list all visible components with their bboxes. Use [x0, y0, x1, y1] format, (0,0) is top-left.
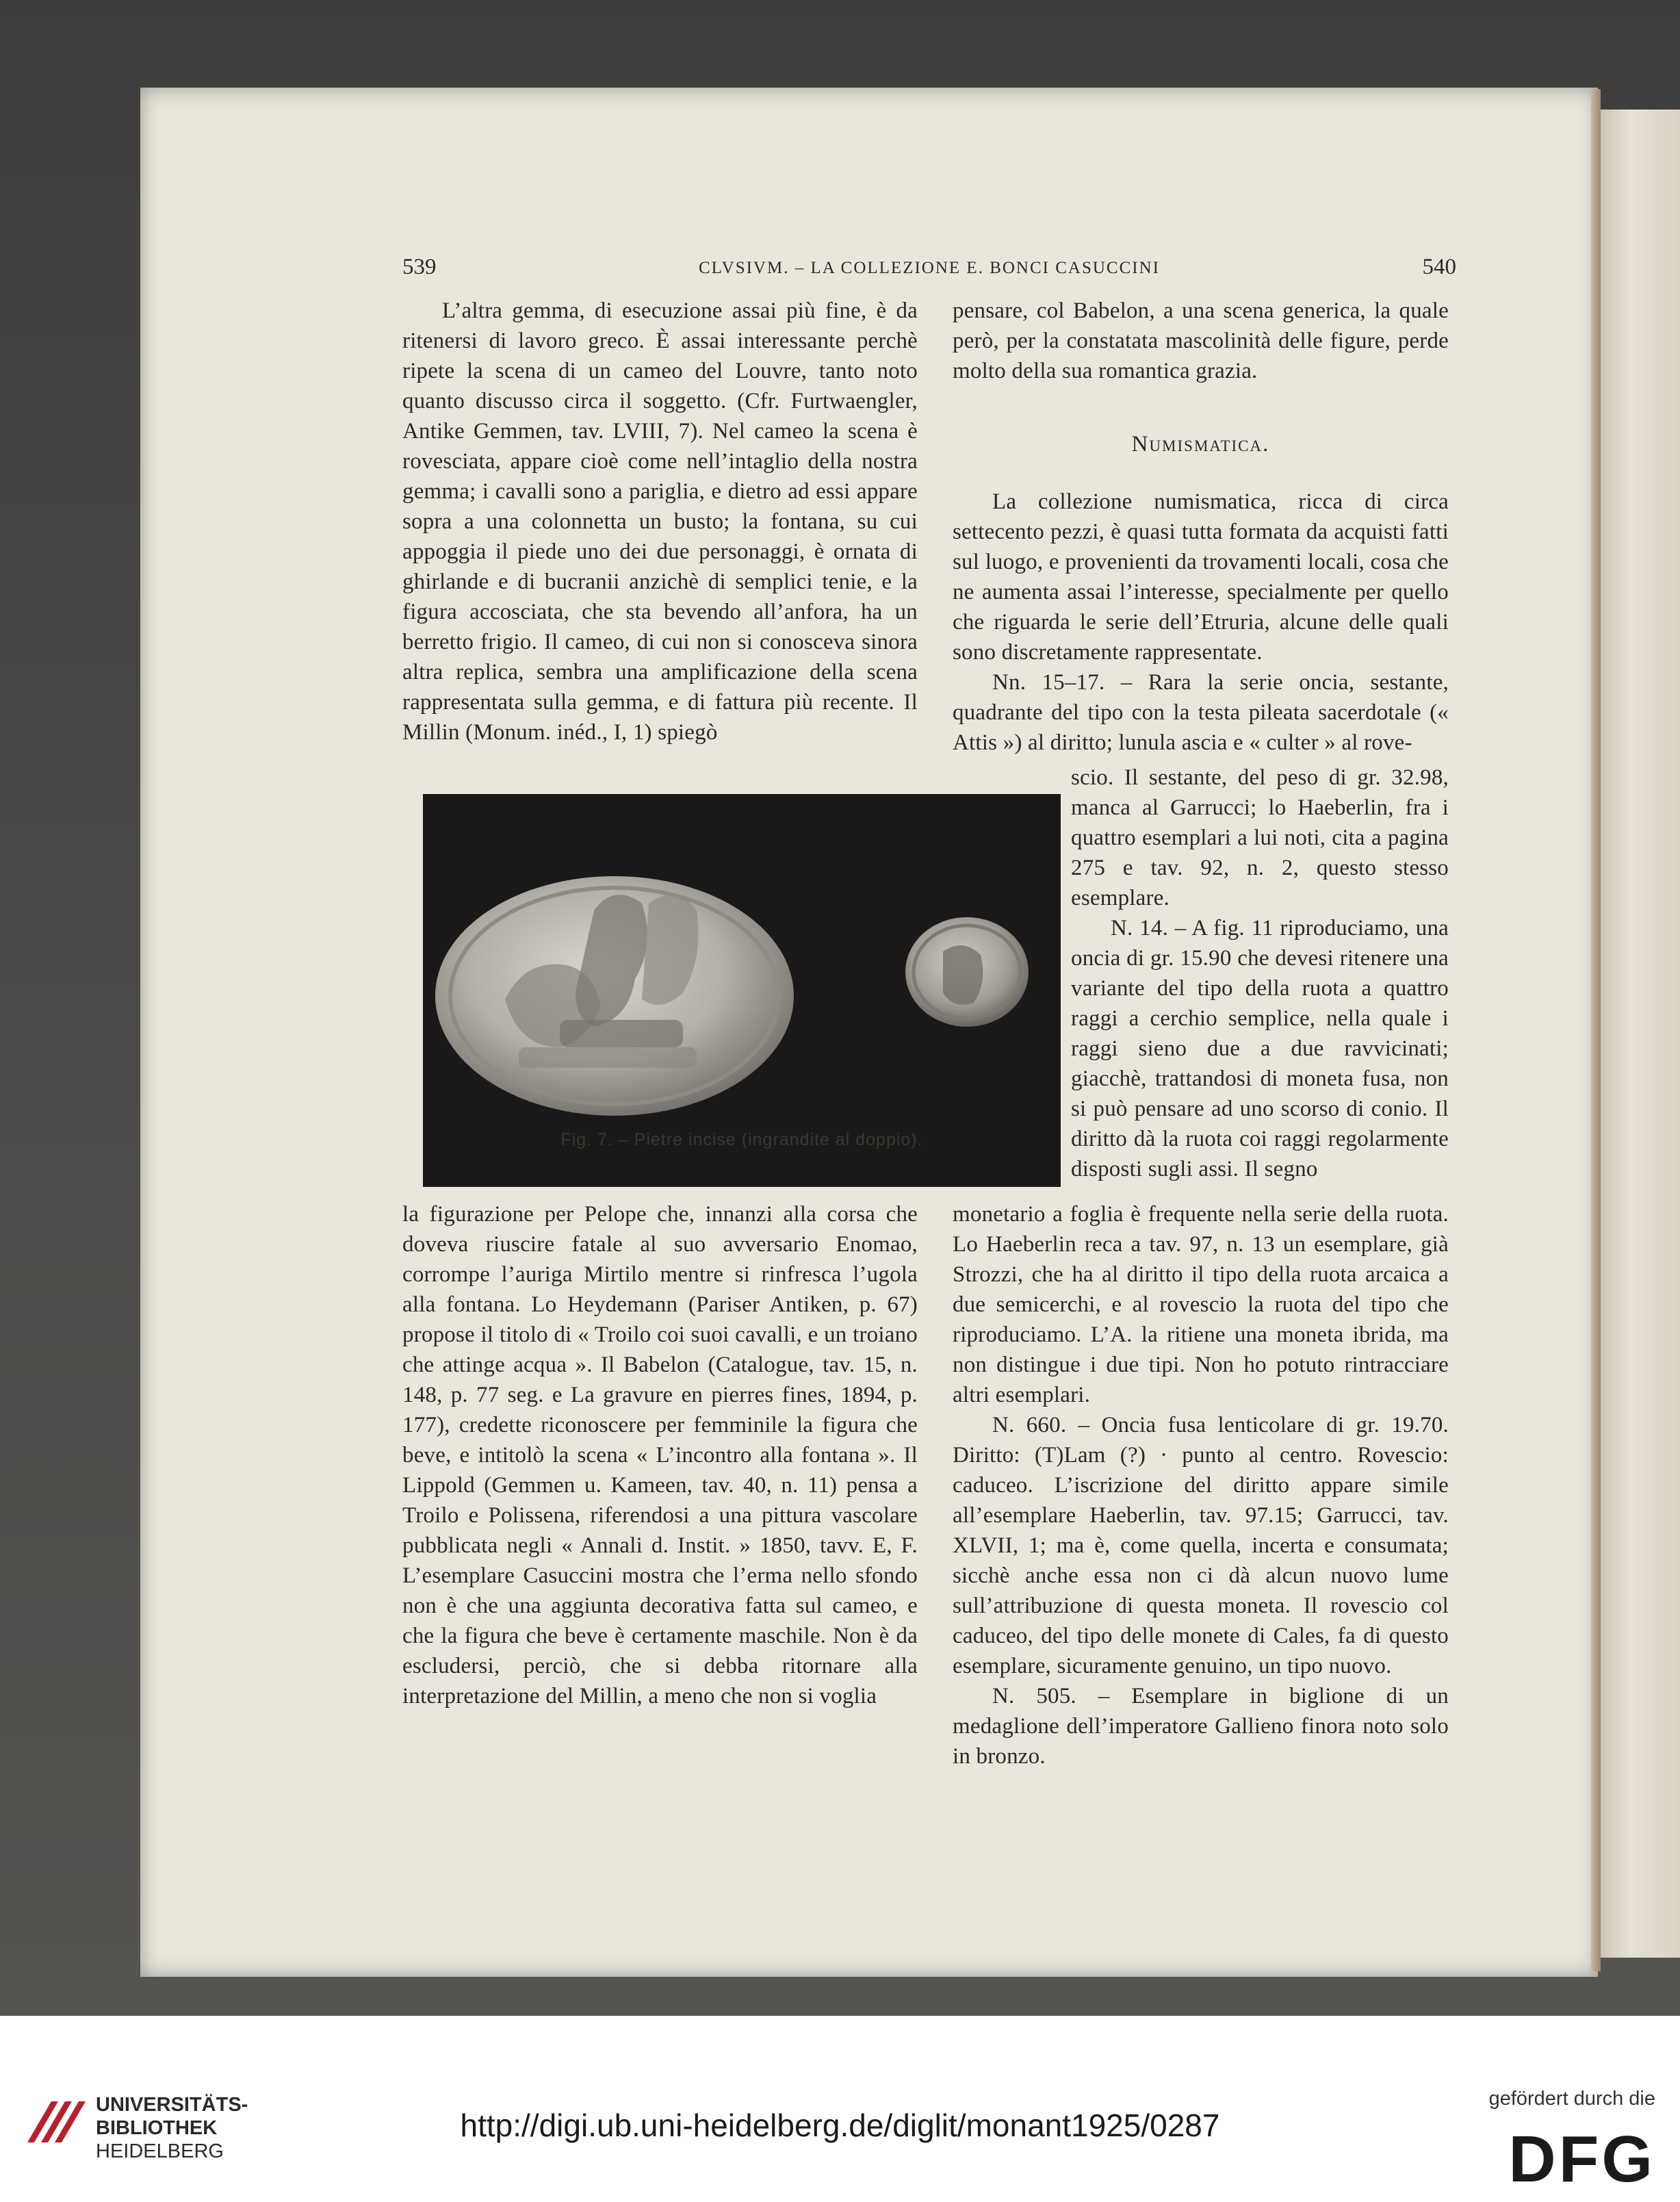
facing-page-edge: [1598, 110, 1680, 1958]
page-number-right: 540: [1422, 255, 1456, 279]
paragraph: la figurazione per Pelope che, innanzi alla corsa che doveva riuscire fatale al suo avversario Enomao, corrompe l’auriga Mirtilo mentre si rinfresca l’ugola alla fontana. Lo Heydemann (Pariser Antiken, p. 67) propose il titolo di « Troilo coi suoi cavalli, e un troiano che attinge acqua ». Il Babelon (Catalogue, tav. 15, n. 148, p. 77 seg. e La gravure en pierres fines, 1894, p. 177), credette riconoscere per femminile la figura che beve, e intitolò la scena « L’incontro alla fontana ». Il Lippold (Gemmen u. Kameen, tav. 40, n. 11) pensa a Troilo e Polissena, riferendosi a una pittura vascolare pubblicata negli « Annali d. Instit. » 1850, tavv. E, F. L’esemplare Casuccini mostra che l’erma nello sfondo non è che una aggiunta decorativa fatta sul cameo, e che la figura che beve è certamente maschile. Non è da escludersi, perciò, che si debba ritornare alla interpretazione del Millin, a meno che non si voglia: [402, 1202, 918, 1708]
paragraph: pensare, col Babelon, a una scena generica, la quale però, per la constatata mascolinità delle figure, perde molto della sua romantica grazia.: [953, 298, 1449, 383]
right-column-wrapped: [1071, 763, 1449, 1184]
paragraph: Nn. 15–17. – Rara la serie oncia, sestante, quadrante del tipo con la testa pileata sacerdotale (« Attis ») al diritto; lunula ascia e « culter » al rove-: [953, 670, 1449, 755]
paragraph: La collezione numismatica, ricca di circa settecento pezzi, è quasi tutta formata da acquisti fatti sul luogo, e provenienti da trovamenti locali, cosa che ne aumenta assai l’interesse, specialmente per quello che riguarda le serie dell’Etruria, alcune delle quali sono discretamente rappresentate.: [953, 489, 1449, 665]
paragraph: monetario a foglia è frequente nella serie della ruota. Lo Haeberlin reca a tav. 97, n. 13 un esemplare, già Strozzi, che ha al diritto il tipo della ruota arcaica a due semicerchi, e al rovescio la ruota del tipo che riproduciamo. L’A. la ritiene una moneta ibrida, ma non distingue i due tipi. Non ho potuto rintracciare altri esemplari.: [953, 1202, 1449, 1407]
right-column-top: [953, 296, 1449, 386]
figure-gems: [423, 794, 1061, 1187]
paragraph: L’altra gemma, di esecuzione assai più fine, è da ritenersi di lavoro greco. È assai interessante perchè ripete la scena di un cameo del Louvre, tanto noto quanto discusso circa il soggetto. (Cfr. Furtwaengler, Antike Gemmen, tav. LVIII, 7). Nel cameo la scena è rovesciata, appare cioè come nell’intaglio della nostra gemma; i cavalli sono a pariglia, e dietro ad essi appare sopra a una colonnetta un busto; la fontana, su cui appoggia il piede uno dei due personaggi, è ornata di ghirlande e di bucranii anzichè di semplici tenie, e la figura accosciata, che sta bevendo all’anfora, ha un berretto frigio. Il cameo, di cui non si conosceva sinora altra replica, sembra una amplificazione della scena rappresentata sulla gemma, e di fattura più recente. Il Millin (Monum. inéd., I, 1) spiegò: [402, 298, 918, 745]
dfg-logo: DFG: [1508, 2123, 1655, 2196]
funding-label: gefördert durch die: [1488, 2088, 1655, 2110]
paragraph: N. 14. – A fig. 11 riproduciamo, una oncia di gr. 15.90 che devesi ritenere una variante del tipo della ruota a quattro raggi a cerchio semplice, nella quale i raggi sieno due a due ravvicinati; giacchè, trattandosi di moneta fusa, non si può pensare ad uno scorso di conio. Il diritto dà la ruota coi raggi regolarmente disposti sugli assi. Il segno: [1071, 916, 1449, 1181]
small-gem: [905, 917, 1029, 1027]
left-column-bottom: [402, 1199, 918, 1711]
running-title: CLVSIVM. – LA COLLEZIONE E. BONCI CASUCCINI: [699, 259, 1160, 277]
large-gem: [435, 876, 794, 1116]
figure-caption: Fig. 7. – Pietre incise (ingrandite al doppio).: [560, 1130, 923, 1149]
paragraph: scio. Il sestante, del peso di gr. 32.98, manca al Garrucci; lo Haeberlin, fra i quattro esemplari a lui noti, cita a pagina 275 e tav. 92, n. 2, questo stesso esemplare.: [1071, 765, 1449, 910]
gems-photo: [423, 794, 1061, 1187]
running-header: [402, 255, 1456, 289]
section-title-numismatica: Numismatica.: [1131, 432, 1270, 457]
paragraph: N. 660. – Oncia fusa lenticolare di gr. 19.70. Diritto: (T)Lam (?) · punto al centro. Rovescio: caduceo. L’iscrizione del diritto appare simile all’esemplare Haeberlin, tav. 97.15; Garrucci, tav. XLVII, 1; ma è, come quella, incerta e consumata; sicchè anche essa non ci dà alcun nuovo lume sull’attribuzione di questa moneta. Il rovescio col caduceo, del tipo delle monete di Cales, fa di questo esemplare, sicuramente genuino, un tipo nuovo.: [953, 1413, 1449, 1678]
left-column-top: [402, 296, 918, 747]
university-name: UNIVERSITÄTS- BIBLIOTHEK HEIDELBERG: [96, 2094, 248, 2162]
right-column-bottom: [953, 1199, 1449, 1771]
page-number-left: 539: [402, 255, 437, 279]
page-gutter-edge: [1591, 89, 1601, 1971]
right-column-mid: [953, 487, 1449, 758]
document-url-link[interactable]: http://digi.ub.uni-heidelberg.de/diglit/monant1925/0287: [460, 2108, 1220, 2143]
paragraph: N. 505. – Esemplare in biglione di un medaglione dell’imperatore Gallieno finora noto solo in bronzo.: [953, 1684, 1449, 1769]
